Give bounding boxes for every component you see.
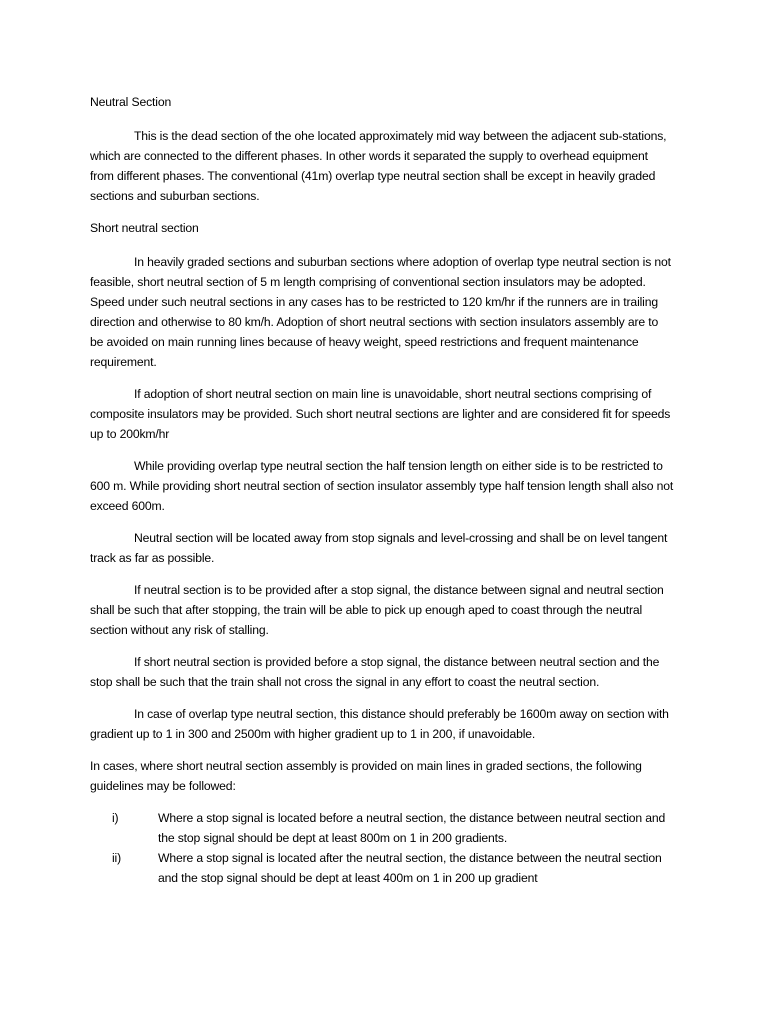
- guidelines-list: [90, 808, 674, 888]
- paragraph-short-neutral-section: In heavily graded sections and suburban sections where adoption of overlap type neutral section is not feasible, short neutral section of 5 m length comprising of conventional section insulators may be adopted. Speed under such neutral sections in any cases has to be restricted to 120 km/hr if the runners are in trailing direction and otherwise to 80 km/h. Adoption of short neutral sections with section insulators assembly are to be avoided on main running lines because of heavy weight, speed restrictions and frequent maintenance requirement.: [90, 255, 671, 369]
- list-item: [90, 848, 674, 888]
- paragraph-after-stop-signal: If neutral section is to be provided after a stop signal, the distance between signal and neutral section shall be such that after stopping, the train will be able to pick up enough aped to coast through the neutral section without any risk of stalling.: [90, 583, 664, 637]
- paragraph-before-stop-signal: If short neutral section is provided before a stop signal, the distance between neutral section and the stop shall be such that the train shall not cross the signal in any effort to coast the neutral section.: [90, 655, 660, 689]
- document-body: [90, 92, 674, 888]
- list-marker: ii): [112, 851, 122, 865]
- paragraph-overlap-distance: In case of overlap type neutral section, this distance should preferably be 1600m away on section with gradient up to 1 in 300 and 2500m with higher gradient up to 1 in 200, if unavoidable.: [90, 707, 669, 741]
- list-item: [90, 808, 674, 848]
- heading-neutral-section: Neutral Section: [90, 95, 172, 109]
- paragraph-guidelines-intro: In cases, where short neutral section assembly is provided on main lines in graded sections, the following guidelines may be followed:: [90, 759, 642, 793]
- paragraph-composite-insulators: If adoption of short neutral section on main line is unavoidable, short neutral sections comprising of composite insulators may be provided. Such short neutral sections are lighter and are considered fit for speeds up to 200km/hr: [90, 387, 671, 441]
- paragraph-neutral-section-definition: This is the dead section of the ohe located approximately mid way between the adjacent sub-stations, which are connected to the different phases. In other words it separated the supply to overhead equipment from different phases. The conventional (41m) overlap type neutral section shall be except in heavily graded sections and suburban sections.: [90, 129, 667, 203]
- paragraph-location-away-from-signals: Neutral section will be located away from stop signals and level-crossing and shall be on level tangent track as far as possible.: [90, 531, 668, 565]
- list-item-text: Where a stop signal is located before a neutral section, the distance between neutral section and the stop signal should be dept at least 800m on 1 in 200 gradients.: [158, 811, 666, 845]
- heading-short-neutral-section: Short neutral section: [90, 221, 199, 235]
- list-marker: i): [112, 811, 119, 825]
- list-item-text: Where a stop signal is located after the neutral section, the distance between the neutral section and the stop signal should be dept at least 400m on 1 in 200 up gradient: [158, 851, 662, 885]
- paragraph-half-tension-length: While providing overlap type neutral section the half tension length on either side is to be restricted to 600 m. While providing short neutral section of section insulator assembly type half tension length shall also not exceed 600m.: [90, 459, 674, 513]
